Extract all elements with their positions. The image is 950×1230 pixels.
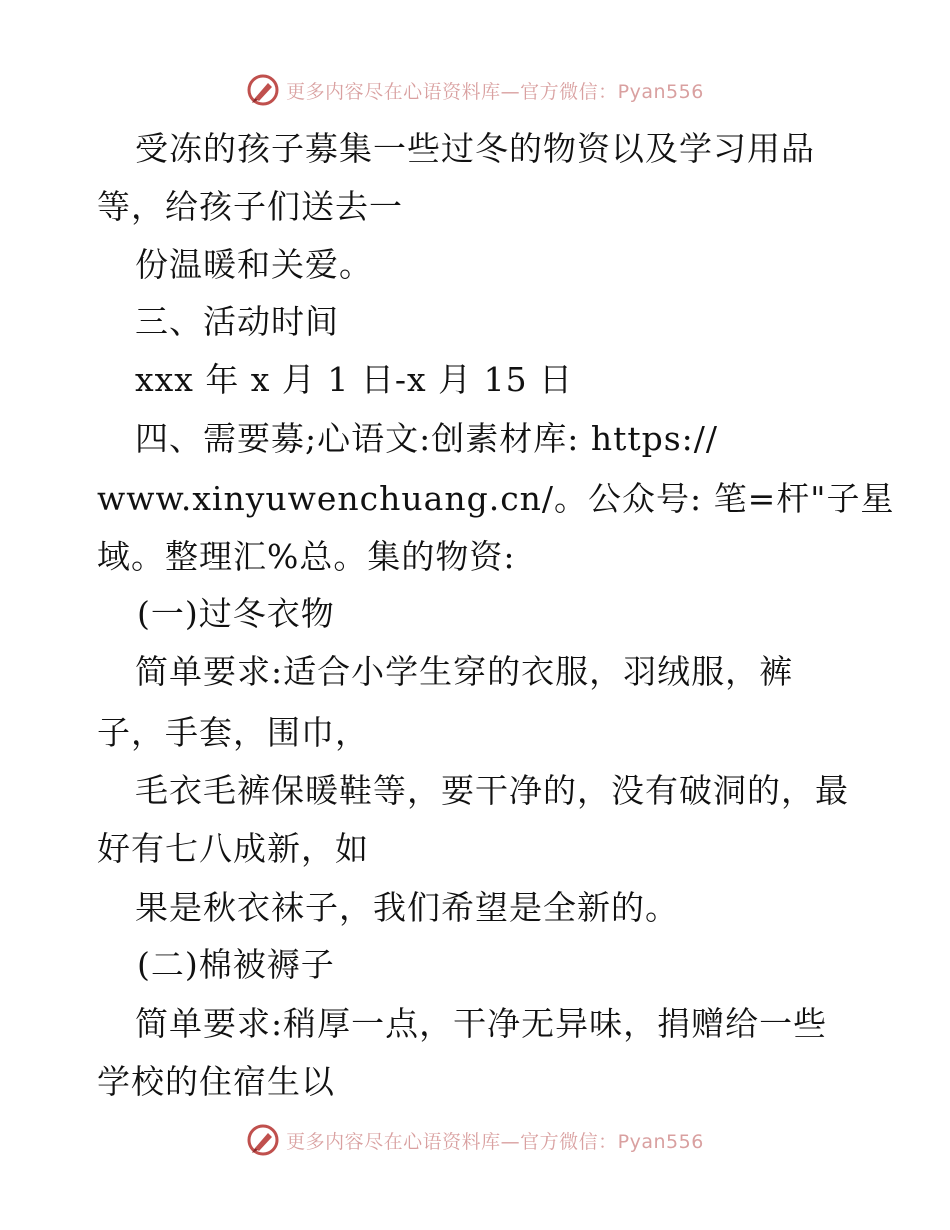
text-line: 等，给孩子们送去一 [97,187,403,226]
text-line: www.xinyuwenchuang.cn/。公众号: 笔=杆"子星 [97,479,895,518]
header-watermark-banner [0,70,950,110]
footer-watermark-text: 更多内容尽在心语资料库—官方微信：Pyan556 [286,1130,704,1153]
text-line: xxx 年 x 月 1 日-x 月 15 日 [135,360,574,399]
subsection-heading: (二)棉被褥子 [137,945,335,984]
subsection-heading: (一)过冬衣物 [137,594,335,633]
text-line: 受冻的孩子募集一些过冬的物资以及学习用品 [135,129,815,168]
text-line: 简单要求:适合小学生穿的衣服，羽绒服，裤 [135,652,794,691]
text-line: 毛衣毛裤保暖鞋等，要干净的，没有破洞的，最 [135,771,849,810]
text-line: 子，手套，围巾， [97,713,369,752]
text-line: 份温暖和关爱。 [135,245,373,284]
pen-logo-icon [246,1123,280,1157]
text-line: 好有七八成新，如 [97,829,369,868]
pen-logo-icon [246,73,280,107]
text-line: 果是秋衣袜子，我们希望是全新的。 [135,888,679,927]
footer-watermark-banner [0,1120,950,1160]
section-heading: 三、活动时间 [135,302,339,341]
text-line: 简单要求:稍厚一点，干净无异味，捐赠给一些 [135,1004,828,1043]
header-watermark-text: 更多内容尽在心语资料库—官方微信：Pyan556 [286,80,704,103]
text-line: 域。整理汇%总。集的物资: [97,537,516,576]
text-line: 学校的住宿生以 [97,1062,335,1101]
section-heading: 四、需要募;心语文:创素材库: https:// [135,419,719,458]
